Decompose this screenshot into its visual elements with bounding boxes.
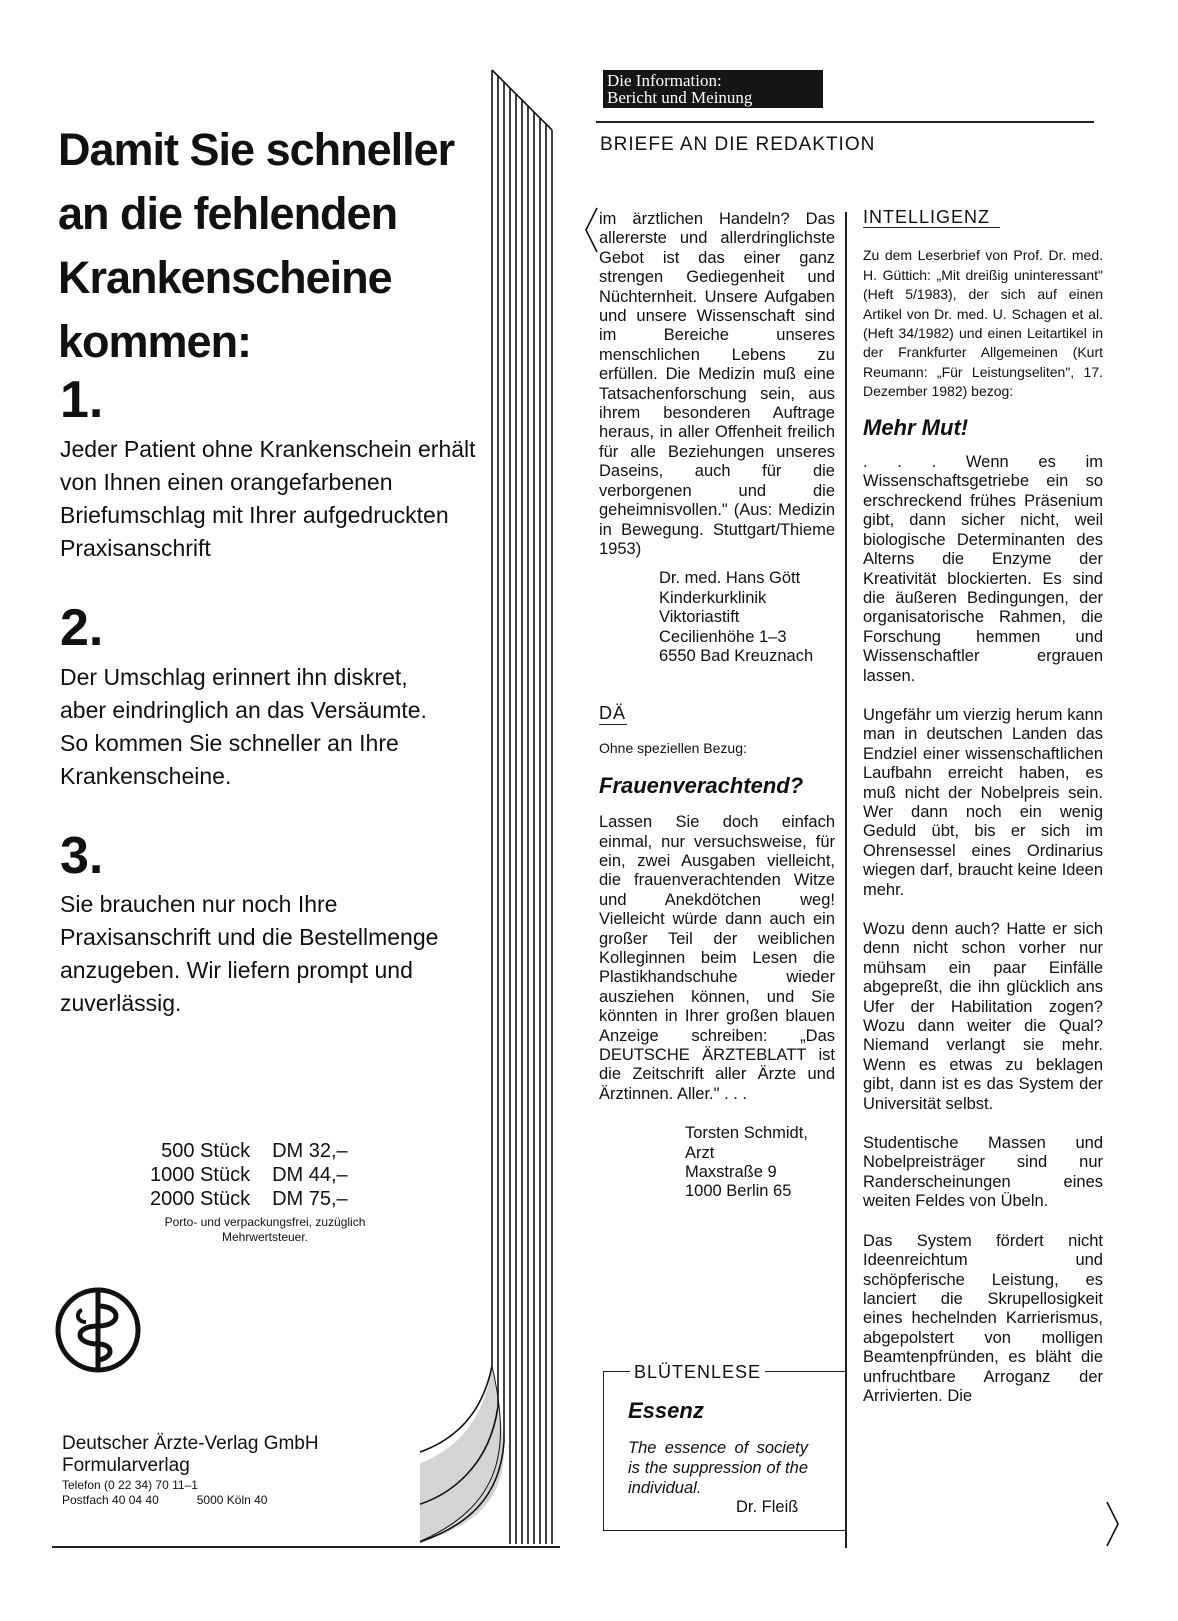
price-value: DM 75,– [272, 1188, 348, 1210]
step-1-text: Jeder Patient ohne Krankenschein erhält von Ihnen einen orangefarbenen Briefumschlag mit Ihrer aufgedruckten Praxisanschrift [60, 436, 476, 561]
contact-phone: Telefon (0 22 34) 70 11–1 [62, 1478, 198, 1492]
contact-city: 5000 Köln 40 [196, 1493, 268, 1507]
column-divider [845, 212, 847, 1548]
price-value: DM 32,– [272, 1140, 348, 1162]
publisher-name [62, 1433, 319, 1477]
step-2-number: 2. [60, 599, 104, 657]
continue-arrow-icon [1105, 1500, 1121, 1548]
letter-intro: Zu dem Leserbrief von Prof. Dr. med. H. Güttich: „Mit dreißig uninteressant" (Heft 5/1983), der sich auf einen Artikel von Dr. med. U. Schagen et al. (Heft 34/1982) und einen Leitartikel in der Frankfurter Allgemeinen (Kurt Reumann: „Für Leistungseliten", 17. Dezember 1982) bezog: [863, 247, 1103, 400]
company-division: Formularverlag [62, 1455, 190, 1476]
letter-body: im ärztlichen Handeln? Das allererste und allerdringlichste Gebot ist das einer ganz strengen Gediegenheit und Nüchternheit. Unsere Aufgaben und unsere Wissenschaft sind im Bereiche unseres menschlichen Lebens zu erfüllen. Die Medizin muß eine Tatsachenforschung sein, aus ihrem besonderen Auftrage heraus, in aller Offenheit freilich für alle Beziehungen unseres Daseins, auch für die verborgenen und die geheimnisvollen." (Aus: Medizin in Bewegung. Stuttgart/Thieme 1953) [599, 210, 835, 558]
stacked-envelopes-graphic [420, 66, 570, 1550]
price-qty: 2000 Stück [150, 1188, 251, 1210]
letter-topic: INTELLIGENZ [863, 207, 991, 227]
ad-headline: Damit Sie schneller an die fehlenden Krankenscheine kommen: [58, 124, 455, 367]
letter-paragraph: . . . Wenn es im Wissenschaftsgetriebe ein so erschreckend frühes Präsenium gibt, dann sicher nicht, weil biologische Determinanten des Alterns die Enzyme der Kreativität blockierten. Es sind die äußeren Bedingungen, der organisatorische Rahmen, die Forschung hemmen und Wissenschaftler ergrauen lassen. [863, 453, 1103, 685]
kicker-line-1: Die Information: [607, 71, 722, 90]
signature-line: Cecilienhöhe 1–3 [659, 627, 787, 646]
bluetenlese-quote: The essence of society is the suppression of the individual. [628, 1439, 808, 1497]
signature-line: 1000 Berlin 65 [685, 1182, 792, 1201]
letter-paragraph: Das System fördert nicht Ideenreichtum und schöpferische Leistung, es lanciert die Skrupellosigkeit eines hechelnden Karrierismus, abgepolstert von molligen Beamtenpfründen, es bläht die unfruchtbare Arroganz der Arrivierten. Die [863, 1231, 1103, 1405]
letter-title: Frauenverachtend? [599, 772, 804, 798]
company-name: Deutscher Ärzte-Verlag GmbH [62, 1433, 319, 1454]
publisher-contact [62, 1478, 267, 1508]
letter-signature [659, 569, 835, 666]
bluetenlese-title: Essenz [628, 1398, 704, 1423]
topic-underline [599, 724, 627, 725]
header-rule [596, 121, 1094, 123]
step-2-text: Der Umschlag erinnert ihn diskret, aber eindringlich an das Versäumte. So kommen Sie schneller an Ihre Krankenscheine. [60, 664, 427, 789]
letter-intro: Ohne speziellen Bezug: [599, 739, 747, 756]
signature-line: Viktoriastift [659, 608, 740, 627]
kicker-line-2: Bericht und Meinung [607, 88, 753, 107]
letter-signature [685, 1124, 835, 1202]
step-3-text: Sie brauchen nur noch Ihre Praxisanschrift und die Bestellmenge anzugeben. Wir liefern prompt und zuverlässig. [60, 891, 439, 1016]
letter-body: Lassen Sie doch einfach einmal, nur versuchsweise, für ein, zwei Ausgaben vielleicht, die frauenverachtenden Witze und Anekdötchen weg! Vielleicht würde dann auch ein großer Teil der weiblichen Kolleginnen beim Lesen die Plastikhandschuhe wieder ausziehen können, und Sie könnten in Ihrer großen blauen Anzeige schreiben: „Das DEUTSCHE ÄRZTEBLATT ist die Zeitschrift aller Ärzte und Ärztinnen. Aller." . . . [599, 813, 835, 1103]
step-3-number: 3. [60, 827, 104, 885]
contact-postbox: Postfach 40 04 40 [62, 1493, 159, 1507]
letters-column-1 [599, 210, 835, 1202]
bluetenlese-label: BLÜTENLESE [630, 1362, 765, 1383]
signature-line: Dr. med. Hans Gött [659, 569, 801, 588]
price-note: Porto- und verpackungsfrei, zuzüglich Mehrwertsteuer. [164, 1215, 366, 1244]
section-kicker [603, 70, 823, 108]
price-qty: 500 Stück [161, 1140, 251, 1162]
signature-line: Maxstraße 9 [685, 1163, 777, 1182]
letters-column-2 [863, 208, 1103, 1406]
price-value: DM 44,– [272, 1164, 348, 1186]
price-list [150, 1139, 348, 1211]
signature-line: Torsten Schmidt, [685, 1124, 808, 1143]
topic-underline [863, 227, 1000, 228]
signature-line: 6550 Bad Kreuznach [659, 646, 814, 665]
letter-paragraph: Ungefähr um vierzig herum kann man in deutschen Landen das Endziel einer wissenschaftlichen Laufbahn erreicht haben, es muß nicht der Nobelpreis sein. Wer dann noch ein wenig Geduld übt, bis er sich im Ohrensessel eines Ordinarius wiegen darf, braucht keine Ideen mehr. [863, 705, 1103, 899]
bluetenlese-author: Dr. Fleiß [736, 1498, 799, 1516]
price-qty: 1000 Stück [150, 1164, 251, 1186]
letter-paragraph: Wozu denn auch? Hatte er sich denn nicht schon vorher nur mühsam ein paar Einfälle abgepreßt, die ihn glücklich ans Ufer der Habilitation zogen? Wozu dann weiter die Qual? Niemand verlangt sie mehr. Wenn es etwas zu beklagen gibt, dann ist es das System der Universität selbst. [863, 920, 1103, 1113]
price-row [150, 1163, 348, 1187]
price-row [150, 1139, 348, 1163]
section-title: BRIEFE AN DIE REDAKTION [600, 134, 876, 155]
aesculap-logo-icon [52, 1282, 148, 1378]
contact-address [62, 1493, 267, 1508]
letter-topic: DÄ [599, 703, 627, 724]
price-row [150, 1187, 348, 1211]
letter-paragraph: Studentische Massen und Nobelpreisträger sind nur Randerscheinungen eines weiten Feldes von Übeln. [863, 1134, 1103, 1211]
signature-line: Kinderkurklinik [659, 588, 767, 607]
letter-title: Mehr Mut! [863, 414, 969, 440]
bracket-open-icon [583, 206, 599, 254]
step-1-number: 1. [60, 371, 104, 429]
signature-line: Arzt [685, 1143, 715, 1162]
